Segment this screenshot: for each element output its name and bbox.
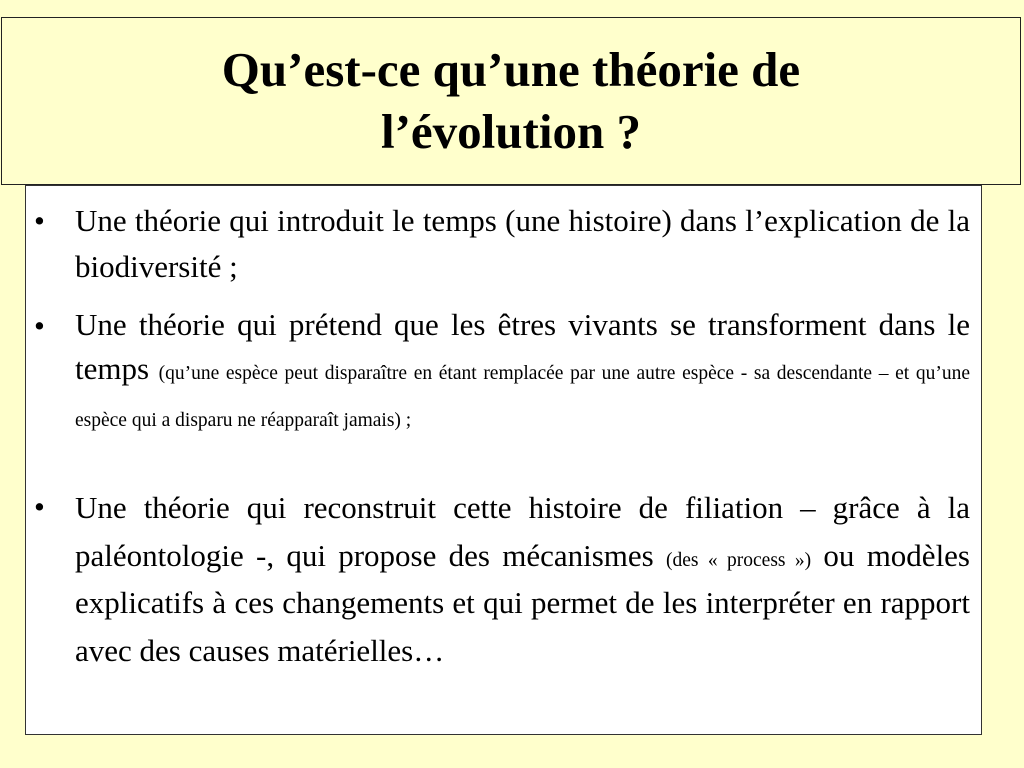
bullet-3-parenthetical: (des « process »): [666, 549, 812, 571]
bullet-marker: •: [34, 489, 45, 524]
bullet-text-1: [75, 198, 970, 290]
slide-title-line-2: l’évolution ?: [381, 104, 641, 159]
title-box: [1, 17, 1021, 185]
bullet-marker: •: [34, 308, 45, 343]
bullet-text-2: [75, 303, 970, 441]
slide-title-line-1: Qu’est-ce qu’une théorie de: [221, 42, 801, 97]
bullet-text-3: [75, 484, 970, 674]
bullet-2-parenthetical: (qu’une espèce peut disparaître en étant remplacée par une autre espèce - sa descendante – et qu’une espèce qui a disparu ne réapparaît jamais) ;: [75, 363, 970, 431]
bullet-marker: •: [34, 203, 45, 238]
bullet-1-text: Une théorie qui introduit le temps (une histoire) dans l’explication de la biodiversité ;: [75, 203, 970, 284]
bullet-3-text-part-1: Une théorie qui reconstruit cette histoire de filiation – grâce à la paléontologie -, qui propose des mécanismes: [75, 490, 970, 573]
bullet-2-main-text: Une théorie qui prétend que les êtres vivants se transforment dans le temps: [75, 307, 970, 386]
content-box: [25, 185, 982, 735]
bullet-3-text-part-2: ou modèles explicatifs à ces changements et qui permet de les interpréter en rapport avec des causes matérielles…: [75, 537, 971, 668]
